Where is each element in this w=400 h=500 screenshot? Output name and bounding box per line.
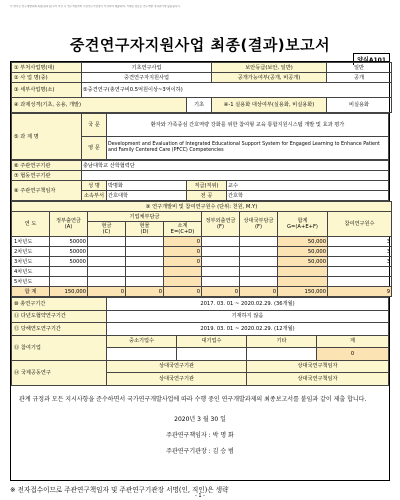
cell-year: 3차년도: [12, 257, 50, 267]
header-gov: 정부출연금 (A): [50, 212, 88, 237]
cell-total: 150,000: [278, 287, 328, 297]
cell-local: [202, 247, 240, 257]
label-total-period: ⑩ 총연구기간: [12, 298, 107, 311]
header-other: 상대국부담금 (F): [240, 212, 278, 237]
label-pi-rank: 직급(직위): [187, 181, 227, 191]
cell-subtotal: 0: [164, 287, 202, 297]
label-pi: ⑧ 주관연구책임자: [12, 181, 82, 201]
signature-section: [11, 386, 389, 460]
label-character: ④ 과제성격(기초, 응용, 개발): [12, 98, 187, 113]
value-large: [177, 348, 247, 361]
cell-subtotal: 0: [164, 247, 202, 257]
value-pi-major: 간호학: [227, 191, 389, 201]
cell-cash: [88, 267, 126, 277]
cell-gov: [50, 277, 88, 287]
label-korean: 국 문: [82, 114, 107, 137]
cell-cash: [88, 237, 126, 247]
label-lead-institution: ⑥ 주관연구기관: [12, 161, 82, 171]
value-title-english: Development and Evaluation of Integrated Educational Support System for Engaged Learning to Enhance Patient and Family Centered Care (PFCC) Competencies: [107, 137, 389, 160]
header-sme: 중소기업수: [107, 335, 177, 348]
cell-other: [240, 267, 278, 277]
cell-people: 9: [328, 287, 392, 297]
cell-people: 3: [328, 247, 392, 257]
table-row: [12, 277, 392, 287]
cell-other: [240, 237, 278, 247]
label-security: 보안등급(보안, 일반): [212, 63, 327, 73]
label-intl: ⑭ 국제공동연구: [12, 360, 107, 385]
value-program: 중견연구자지원사업: [82, 73, 212, 83]
basic-info-table: [11, 62, 392, 113]
header-etc: 기타: [247, 335, 317, 348]
cell-cash: 0: [88, 287, 126, 297]
cell-kind: [126, 237, 164, 247]
cell-kind: [126, 277, 164, 287]
cell-gov: 150,000: [50, 287, 88, 297]
label-english: 영 문: [82, 137, 107, 160]
value-pi-dept: 간호대학: [107, 191, 187, 201]
header-intl-pi: 상대국연구책임자: [247, 360, 389, 373]
cell-people: 3: [328, 257, 392, 267]
table-row-total: [12, 287, 392, 297]
row-subprogram: [12, 83, 392, 98]
head-signature: 주관연구기관장 : 김 승 범: [166, 447, 234, 455]
label-pi-name: 성 명: [82, 181, 107, 191]
value-etc: [247, 348, 317, 361]
cell-kind: [126, 267, 164, 277]
cell-year: 5차년도: [12, 277, 50, 287]
header-intl-institution: 상대국연구기관: [107, 360, 247, 373]
cell-other: [240, 257, 278, 267]
value-title-korean: 환자와 가족중심 간호역량 강화를 위한 참여형 교육 통합지원시스템 개발 및 효과 평가: [107, 114, 389, 137]
table-row: [12, 257, 392, 267]
period-table: [11, 297, 389, 386]
cell-other: [240, 277, 278, 287]
label-multiyear-period: ⑪ 다년도협약연구기간: [12, 310, 107, 323]
page-title: 중견연구자지원사업 최종(결과)보고서: [69, 36, 331, 54]
cell-total: 50,000: [278, 237, 328, 247]
value-security: 일반: [327, 63, 392, 73]
row-ministry: [12, 63, 392, 73]
cell-cash: [88, 257, 126, 267]
top-note: 이 양식은 연구개발과제 최종(결과)보고서 작성 시 연구책임자와 주관연구기관장이 작성하여 제출하며, 기재된 정보는 연구개발 성과관리에 활용됩니다.: [10, 5, 181, 8]
label-coop-institution: ⑦ 협동연구기관: [12, 171, 82, 181]
label-current-period: ⑫ 당해연도연구기간: [12, 323, 107, 336]
cell-kind: 0: [126, 287, 164, 297]
value-current-period: 2019. 03. 01 ~ 2020.02.29. (12개월): [107, 323, 389, 336]
page-number: - 1 -: [195, 493, 205, 499]
institution-table: [11, 160, 389, 201]
cell-subtotal: [164, 267, 202, 277]
cell-kind: [126, 247, 164, 257]
header-year: 연 도: [12, 212, 50, 237]
cell-gov: [50, 267, 88, 277]
cell-local: 0: [202, 287, 240, 297]
value-character: 기초: [187, 98, 212, 113]
header-intl-institution-2: 상대국연구기관: [107, 373, 247, 386]
table-row: [12, 247, 392, 257]
cell-year: 4차년도: [12, 267, 50, 277]
cell-subtotal: [164, 277, 202, 287]
header-company: 기업체부담금: [88, 212, 202, 222]
cell-gov: 50000: [50, 247, 88, 257]
value-subprogram: ⑤중견연구(총연구비0.5억원이상~3억이하): [82, 83, 392, 98]
header-company-sum: 계: [317, 335, 389, 348]
value-lead-institution: 충남대학교 산학협력단: [82, 161, 389, 171]
row-program: [12, 73, 392, 83]
label-pi-dept: 소속부서: [82, 191, 107, 201]
header-kind: 현물 (D): [126, 222, 164, 237]
cell-total: [278, 267, 328, 277]
project-title-table: [11, 113, 389, 160]
value-sme: [107, 348, 177, 361]
label-ministry: ① 부처사업명(대): [12, 63, 82, 73]
label-public: 공개가능여부(공개, 비공개): [212, 73, 327, 83]
label-project-title: ⑤ 과 제 명: [12, 114, 82, 160]
value-pi-rank: 교수: [227, 181, 389, 191]
cell-total: [278, 277, 328, 287]
cell-people: 3: [328, 237, 392, 247]
funding-table: [11, 201, 392, 297]
cell-subtotal: 0: [164, 257, 202, 267]
label-companies: ⑬ 참여기업: [12, 335, 107, 360]
pi-signature: 주관연구책임자 : 박 명 화: [166, 431, 234, 439]
value-practical: 비실용화: [327, 98, 392, 113]
submission-date: 2020년 3 월 30 일: [174, 415, 226, 423]
report-form: [10, 61, 390, 481]
value-public: 공개: [327, 73, 392, 83]
value-coop-institution: [82, 171, 389, 181]
label-pi-major: 전 공: [187, 191, 227, 201]
header-large: 대기업수: [177, 335, 247, 348]
header-local: 정부외출연금 (F): [202, 212, 240, 237]
cell-year: 1차년도: [12, 237, 50, 247]
header-people: 참여연구원수: [328, 212, 392, 237]
row-character: [12, 98, 392, 113]
cell-cash: [88, 277, 126, 287]
cell-local: [202, 237, 240, 247]
cell-people: [328, 277, 392, 287]
footnote: ※ 전자접수이므로 주관연구책임자 및 주관연구기관장 서명(인, 직인)은 생략: [10, 486, 229, 494]
cell-other: [240, 247, 278, 257]
cell-cash: [88, 247, 126, 257]
header-subtotal: 소계 E=(C+D): [164, 222, 202, 237]
table-row: [12, 237, 392, 247]
cell-local: [202, 277, 240, 287]
value-pi-name: 박명화: [107, 181, 187, 191]
form-code-badge: 양식A101: [353, 53, 390, 65]
cell-gov: 50000: [50, 257, 88, 267]
cell-gov: 50000: [50, 237, 88, 247]
label-funding: ⑨ 연구개발비 및 참여연구원수 (단위: 천원, M.Y): [12, 202, 392, 212]
cell-total: 50,000: [278, 257, 328, 267]
value-total-period: 2017. 03. 01 ~ 2020.02.29. (36개월): [107, 298, 389, 311]
cell-year: 합 계: [12, 287, 50, 297]
cell-total: 50,000: [278, 247, 328, 257]
table-row: [12, 267, 392, 277]
cell-kind: [126, 257, 164, 267]
cell-year: 2차년도: [12, 247, 50, 257]
header-cash: 현금 (C): [88, 222, 126, 237]
cell-local: [202, 267, 240, 277]
value-ministry: 기초연구사업: [82, 63, 212, 73]
value-multiyear-period: 기재하지 않음: [107, 310, 389, 323]
cell-local: [202, 257, 240, 267]
value-company-sum: 0: [317, 348, 389, 361]
label-practical: ④-1 실용화 대상여부(실용화, 비실용화): [212, 98, 327, 113]
header-intl-pi-2: 상대국연구책임자: [247, 373, 389, 386]
header-total: 합계 G=(A+E+F): [278, 212, 328, 237]
cell-subtotal: 0: [164, 237, 202, 247]
label-program: ② 사 업 명(중): [12, 73, 82, 83]
cell-other: 0: [240, 287, 278, 297]
submission-statement: 관계 규정과 모든 지시사항을 준수하면서 국가연구개발사업에 따라 수행 중인 연구개발과제의 최종보고서를 붙임과 같이 제출 합니다.: [19, 395, 367, 403]
cell-people: [328, 267, 392, 277]
label-subprogram: ③ 세부사업명(소): [12, 83, 82, 98]
